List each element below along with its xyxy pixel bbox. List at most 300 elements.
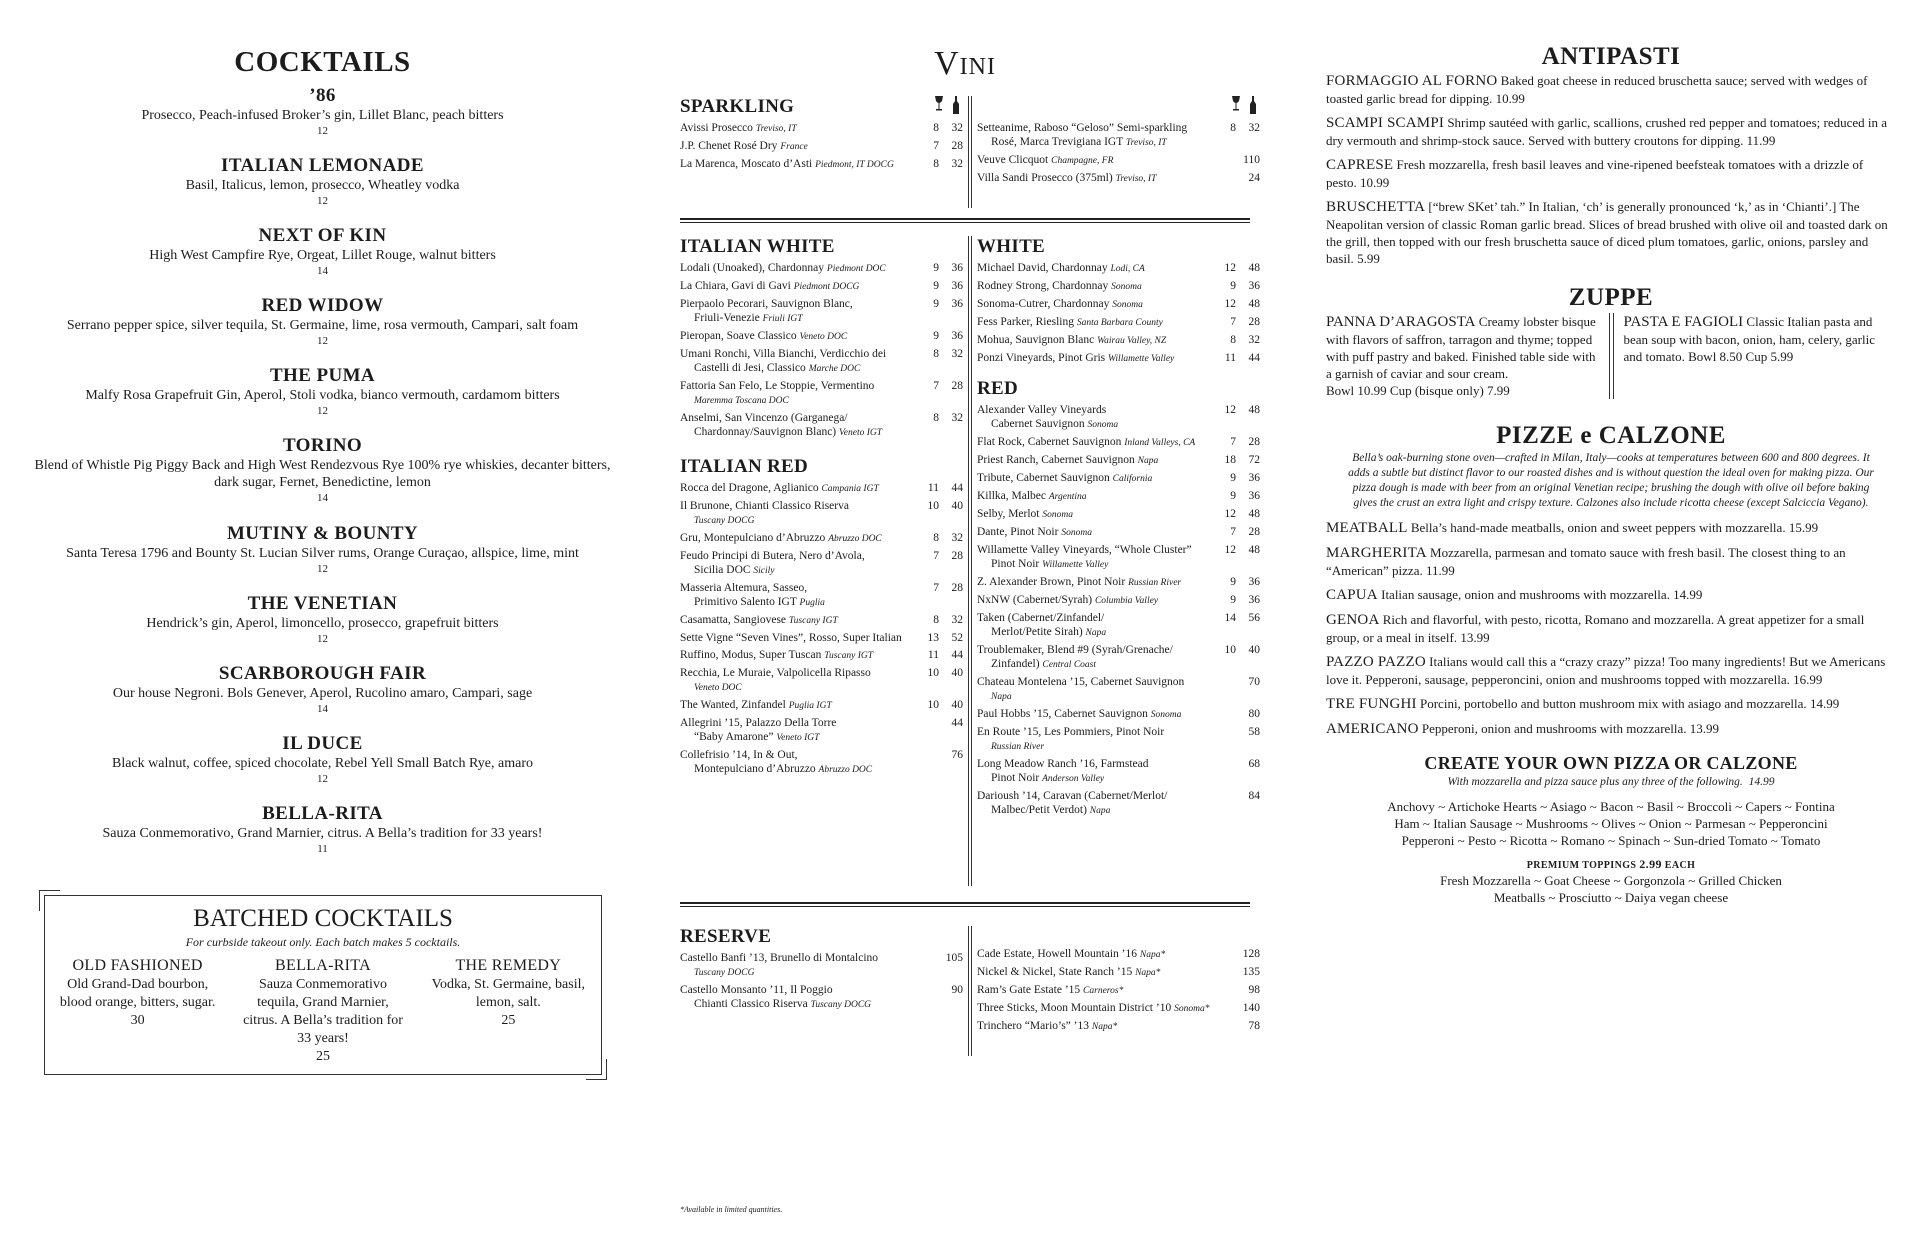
wine-name: En Route ’15, Les Pommiers, Pinot Noir [977, 726, 1165, 738]
zuppe-item-aragosta [1326, 313, 1599, 399]
wine-name: Priest Ranch, Cabernet Sauvignon [977, 454, 1135, 466]
food-column [1326, 0, 1896, 906]
wine-glass-price: 10 [927, 699, 939, 711]
wine-line2 [680, 513, 915, 528]
wine-row [977, 315, 1260, 330]
wine-name: Troublemaker, Blend #9 (Syrah/Grenache/ [977, 644, 1173, 656]
wine-row [977, 757, 1260, 786]
wine-name: Sette Vigne “Seven Vines”, Rosso, Super Italian [680, 632, 902, 644]
wine-bottle-price: 28 [1248, 436, 1260, 448]
reserve-right [977, 926, 1260, 1034]
wine-region: Abruzzo DOC [818, 765, 873, 775]
wine-entry [680, 951, 919, 980]
wine-row [680, 716, 963, 745]
item-price: Bowl 8.50 Cup 5.99 [1688, 349, 1794, 364]
wine-glass-price [1216, 947, 1236, 962]
wine-row [977, 575, 1260, 590]
cocktail-name: THE PUMA [269, 365, 376, 386]
wine-bottle-price: 128 [1242, 948, 1260, 960]
wine-entry [977, 171, 1216, 186]
wine-region: Puglia IGT [788, 701, 832, 711]
wine-region: Columbia Valley [1094, 596, 1159, 606]
cocktail-desc: Hendrick’s gin, Aperol, limoncello, prosecco, grapefruit bitters [146, 616, 499, 631]
wine-bottle-price: 36 [1248, 280, 1260, 292]
wine-entry [680, 581, 919, 610]
wine-line2 [977, 625, 1212, 640]
wine-entry [680, 261, 919, 276]
wine-bottle-price: 28 [951, 582, 963, 594]
wine-region: Napa [991, 692, 1012, 702]
wine-name: Flat Rock, Cabernet Sauvignon [977, 436, 1122, 448]
wine-row [680, 748, 963, 777]
cocktail-desc: Prosecco, Peach-infused Broker’s gin, Lillet Blanc, peach bitters [141, 108, 504, 123]
item-desc: Pepperoni, onion and mushrooms with mozzarella. [1421, 721, 1687, 736]
batched-item [45, 956, 230, 1066]
wine-glass-price [919, 983, 939, 1012]
wine-line2 [977, 557, 1212, 572]
wine-row [977, 543, 1260, 572]
pizze-title: PIZZE e CALZONE [1496, 422, 1726, 449]
wine-name-cont: Castelli di Jesi, Classico [694, 362, 806, 374]
wine-row [680, 121, 963, 136]
wine-glass-price: 12 [1224, 508, 1236, 520]
cocktail-price: 12 [317, 633, 328, 645]
wine-region: Willamette Valley [1042, 560, 1109, 570]
wine-name: Chateau Montelena ’15, Cabernet Sauvignon [977, 676, 1185, 688]
cocktail-price: 14 [317, 492, 328, 504]
wine-region: Russian River [1128, 578, 1182, 588]
wine-glass-price: 9 [1230, 490, 1236, 502]
batched-cocktails-box [44, 895, 602, 1075]
item-desc: [“brew SKet’ tah.” In Italian, ‘ch’ is generally pronounced ‘k,’ as in ‘Chianti’.] The Neapolitan version of classic Roman garlic bread. Slices of bread brushed with olive oil and toasted dark on the grill, then topped with our fresh bruschetta sauce of diced plum tomatoes, garlic, onions, parsley and basil. [1326, 199, 1888, 266]
wine-glass-price [1216, 707, 1236, 722]
wine-region: Puglia [799, 598, 825, 608]
wine-glass-price: 10 [927, 500, 939, 512]
zuppe-divider [1609, 313, 1614, 399]
wine-region: Treviso, IT [755, 124, 797, 134]
wine-row [680, 481, 963, 496]
item-name: TRE FUNGHI [1326, 696, 1417, 712]
wine-entry [977, 333, 1216, 348]
wine-bottle-price: 40 [1248, 644, 1260, 656]
wine-glass-price [1216, 757, 1236, 786]
wine-row [680, 279, 963, 294]
wine-bottle-price: 70 [1248, 676, 1260, 688]
menu-item [1326, 695, 1896, 713]
wine-bottle-price: 48 [1248, 404, 1260, 416]
cocktail-item [30, 803, 615, 873]
wine-line2 [680, 311, 915, 326]
wine-glass-price [1216, 965, 1236, 980]
wine-name-cont: Sicilia DOC [694, 564, 751, 576]
antipasti-list [1326, 72, 1896, 267]
wine-entry [977, 575, 1216, 590]
wine-name: Villa Sandi Prosecco (375ml) [977, 172, 1113, 184]
cocktail-name: ’86 [309, 85, 336, 106]
italian-wines [680, 236, 963, 777]
wine-entry [680, 716, 919, 745]
wine-line2 [977, 739, 1212, 754]
cocktail-item [30, 435, 615, 523]
wine-entry [977, 789, 1216, 818]
cocktail-item [30, 523, 615, 593]
zuppe-item-fagioli [1624, 313, 1897, 399]
cocktail-price: 12 [317, 195, 328, 207]
wine-entry [977, 611, 1216, 640]
cocktail-price: 12 [317, 125, 328, 137]
wine-region: Tuscany DOCG [694, 968, 755, 978]
wine-glass-price: 10 [927, 667, 939, 679]
wine-region: Russian River [991, 742, 1045, 752]
wine-bottle-price: 48 [1248, 298, 1260, 310]
menu-item [1326, 519, 1896, 537]
batched-name: BELLA-RITA [275, 957, 371, 974]
sparkling-right-header [977, 96, 1260, 118]
item-name: BRUSCHETTA [1326, 199, 1426, 215]
wine-region: Lodi, CA [1110, 264, 1145, 274]
wine-row [680, 347, 963, 376]
wine-row [977, 675, 1260, 704]
premium-price: 2.99 [1639, 857, 1662, 871]
wine-row [680, 261, 963, 276]
batched-price: 30 [130, 1013, 145, 1028]
wine-entry [977, 543, 1216, 572]
wine-row [680, 581, 963, 610]
wine-bottle-price: 36 [951, 298, 963, 310]
cocktail-item [30, 225, 615, 295]
cocktail-name: THE VENETIAN [247, 593, 398, 614]
vini-title: Vini [934, 45, 996, 82]
cocktail-name: RED WIDOW [261, 295, 384, 316]
wine-entry [680, 121, 919, 136]
wine-row [977, 983, 1260, 998]
cocktail-desc: Our house Negroni. Bols Genever, Aperol, Rucolino amaro, Campari, sage [112, 686, 533, 701]
wine-name: Willamette Valley Vineyards, “Whole Cluster” [977, 544, 1192, 556]
wine-glass-price: 9 [933, 298, 939, 310]
vini-column [680, 0, 1260, 1214]
item-desc: Fresh mozzarella, fresh basil leaves and vine-ripened beefsteak tomatoes with a drizzle of pesto. [1326, 157, 1864, 190]
cocktail-name: IL DUCE [282, 733, 363, 754]
cocktail-desc: Basil, Italicus, lemon, prosecco, Wheatley vodka [185, 178, 460, 193]
item-price: 14.99 [1673, 587, 1703, 602]
wine-line2 [680, 680, 915, 695]
wine-name-cont: Cabernet Sauvignon [991, 418, 1085, 430]
item-price: 10.99 [1359, 175, 1390, 190]
wine-name: Selby, Merlot [977, 508, 1040, 520]
wine-entry [977, 947, 1216, 962]
reserve-left-list [680, 951, 963, 1012]
item-price: 10.99 [1495, 91, 1525, 106]
item-name: PASTA E FAGIOLI [1623, 314, 1744, 330]
wine-bottle-price: 40 [951, 667, 963, 679]
wine-region: Maremma Toscana DOC [694, 396, 789, 406]
wine-name: La Chiara, Gavi di Gavi [680, 280, 791, 292]
wine-bottle-price: 44 [1248, 352, 1260, 364]
wine-line2 [977, 803, 1212, 818]
wine-region: Sonoma* [1174, 1004, 1210, 1014]
wine-name-cont: Zinfandel) [991, 658, 1040, 670]
wine-name: The Wanted, Zinfandel [680, 699, 786, 711]
menu-item [1326, 611, 1896, 646]
cocktail-price: 12 [317, 335, 328, 347]
wine-name-cont: Malbec/Petit Verdot) [991, 804, 1087, 816]
wine-bottle-price: 56 [1248, 612, 1260, 624]
wine-glass-price [1216, 171, 1236, 186]
wine-row [977, 453, 1260, 468]
wine-entry [680, 157, 919, 172]
wine-row [977, 1001, 1260, 1016]
item-desc: Shrimp sautéed with garlic, scallions, crushed red pepper and tomatoes; reduced in a dry vermouth and shrimp-stock sauce. Served with buttery croutons for dipping. [1326, 115, 1888, 148]
wine-entry [977, 593, 1216, 608]
wine-name: Trinchero “Mario’s” ’13 [977, 1020, 1089, 1032]
item-name: PAZZO PAZZO [1326, 654, 1426, 670]
wine-bottle-price: 36 [1248, 472, 1260, 484]
item-name: FORMAGGIO AL FORNO [1326, 73, 1498, 89]
wine-glass-price [919, 951, 939, 980]
wine-name: Veuve Clicquot [977, 154, 1049, 166]
wine-glass-price: 7 [933, 550, 939, 562]
wine-name-cont: Rosé, Marca Trevigiana IGT [991, 136, 1124, 148]
wine-region: Champagne, FR [1051, 156, 1114, 166]
wine-name-cont: Merlot/Petite Sirah) [991, 626, 1083, 638]
wine-name: Allegrini ’15, Palazzo Della Torre [680, 717, 837, 729]
cyo-subtitle-text: With mozzarella and pizza sauce plus any three of the following. [1447, 776, 1743, 788]
cocktail-price: 12 [317, 773, 328, 785]
cocktail-item [30, 733, 615, 803]
wine-row [680, 983, 963, 1012]
wine-glass-price: 12 [1224, 404, 1236, 416]
wine-entry [977, 983, 1216, 998]
wine-row [977, 471, 1260, 486]
wine-name: Darioush ’14, Caravan (Cabernet/Merlot/ [977, 790, 1168, 802]
wine-entry [977, 965, 1216, 980]
wine-glass-price: 8 [1230, 334, 1236, 346]
wine-bottle-price: 36 [1248, 594, 1260, 606]
wine-region: Wairau Valley, NZ [1097, 336, 1167, 346]
wine-region: Sonoma [1111, 282, 1142, 292]
sparkling-left [680, 96, 963, 172]
wine-bottle-price: 44 [951, 482, 963, 494]
wine-entry [680, 411, 919, 440]
wine-entry [977, 435, 1216, 450]
wine-name: Recchia, Le Muraie, Valpolicella Ripasso [680, 667, 871, 679]
wine-glass-price: 12 [1224, 298, 1236, 310]
wine-glass-price: 8 [933, 158, 939, 170]
wine-bottle-price: 28 [1248, 526, 1260, 538]
item-price: Bowl 10.99 Cup (bisque only) 7.99 [1326, 383, 1510, 398]
wine-region: Willamette Valley [1108, 354, 1175, 364]
section-rule [680, 902, 1250, 907]
price-icons [1232, 96, 1260, 118]
wine-row [680, 157, 963, 172]
wine-name-cont: Chianti Classico Riserva [694, 998, 808, 1010]
wine-bottle-price: 32 [951, 614, 963, 626]
wine-row [977, 643, 1260, 672]
wine-name: Mohua, Sauvignon Blanc [977, 334, 1095, 346]
wine-bottle-price: 140 [1242, 1002, 1260, 1014]
item-name: MEATBALL [1326, 520, 1408, 536]
wine-name-cont: Friuli-Venezie [694, 312, 760, 324]
wine-region: Veneto IGT [776, 733, 820, 743]
batched-name: OLD FASHIONED [72, 957, 203, 974]
wine-bottle-price: 44 [951, 717, 963, 729]
red-list [977, 403, 1260, 818]
zuppe-text [1624, 313, 1897, 365]
wine-name: Michael David, Chardonnay [977, 262, 1108, 274]
wine-entry [977, 489, 1216, 504]
wine-row [680, 499, 963, 528]
wine-name: Gru, Montepulciano d’Abruzzo [680, 532, 826, 544]
wine-row [680, 411, 963, 440]
wine-name: Collefrisio ’14, In & Out, [680, 749, 798, 761]
wine-row [680, 139, 963, 154]
wine-bottle-price: 40 [951, 500, 963, 512]
wine-bottle-price: 110 [1243, 154, 1260, 166]
cyo-price: 14.99 [1748, 776, 1775, 788]
cocktail-name: ITALIAN LEMONADE [221, 155, 424, 176]
white-list [977, 261, 1260, 366]
wine-glass-price [919, 748, 939, 777]
wine-entry [680, 481, 919, 496]
wine-line2 [977, 135, 1212, 150]
wine-name: Ruffino, Modus, Super Tuscan [680, 649, 822, 661]
cyo-subtitle [1326, 774, 1896, 790]
wine-name: Paul Hobbs ’15, Cabernet Sauvignon [977, 708, 1148, 720]
wine-entry [977, 279, 1216, 294]
wine-entry [977, 525, 1216, 540]
wine-glass-price: 7 [933, 140, 939, 152]
wine-bottle-price: 32 [951, 412, 963, 424]
wine-region: Friuli IGT [762, 314, 803, 324]
premium-heading [1326, 857, 1896, 872]
item-desc: Italian sausage, onion and mushrooms with mozzarella. [1381, 587, 1670, 602]
menu-item [1326, 720, 1896, 738]
wine-name: Il Brunone, Chianti Classico Riserva [680, 500, 849, 512]
wine-bottle-price: 78 [1248, 1020, 1260, 1032]
wine-bottle-price: 36 [951, 280, 963, 292]
column-divider [968, 236, 972, 886]
cocktail-desc: High West Campfire Rye, Orgeat, Lillet Rouge, walnut bitters [149, 248, 496, 263]
wine-row [680, 951, 963, 980]
wine-glass-price: 7 [1230, 526, 1236, 538]
wine-name: Pieropan, Soave Classico [680, 330, 797, 342]
wine-entry [680, 648, 919, 663]
pizze-list [1326, 519, 1896, 738]
wine-entry [680, 748, 919, 777]
wine-row [680, 698, 963, 713]
wine-line2 [680, 361, 915, 376]
wine-name: Ram’s Gate Estate ’15 [977, 984, 1081, 996]
wine-name: Feudo Principi di Butera, Nero d’Avola, [680, 550, 865, 562]
wine-row [680, 379, 963, 408]
wine-name: La Marenca, Moscato d’Asti [680, 158, 813, 170]
item-desc: Creamy lobster bisque with flavors of saffron, tarragon and thyme; topped with puff pastry and baked. Finished table side with a garnish of caviar and sour cream. [1326, 314, 1596, 381]
wine-row [977, 403, 1260, 432]
zuppe-text [1326, 313, 1599, 382]
italian-white-list [680, 261, 963, 440]
wine-region: Tuscany DOCG [810, 1000, 872, 1010]
reserve-left [680, 926, 963, 1012]
wine-name-cont: Chardonnay/Sauvignon Blanc) [694, 426, 837, 438]
wine-bottle-price: 80 [1248, 708, 1260, 720]
zuppe-title: ZUPPE [1568, 284, 1654, 311]
wine-row [977, 789, 1260, 818]
cocktail-name: MUTINY & BOUNTY [226, 523, 419, 544]
wine-row [977, 725, 1260, 754]
wine-name: Avissi Prosecco [680, 122, 753, 134]
wine-name: Long Meadow Ranch ’16, Farmstead [977, 758, 1149, 770]
cocktail-desc: Sauza Conmemorativo, Grand Marnier, citrus. A Bella’s tradition for 33 years! [102, 826, 543, 841]
batched-desc: Vodka, St. Germaine, basil, lemon, salt. [431, 977, 585, 1010]
wine-bottle-price: 84 [1248, 790, 1260, 802]
wine-entry [977, 675, 1216, 704]
sparkling-title: SPARKLING [680, 96, 795, 117]
wine-name: NxNW (Cabernet/Syrah) [977, 594, 1093, 606]
zuppe-row [1326, 313, 1896, 399]
batched-price: 25 [501, 1013, 516, 1028]
wine-row [977, 333, 1260, 348]
cocktail-name: TORINO [282, 435, 363, 456]
premium-each: EACH [1664, 860, 1696, 871]
cocktail-price: 12 [317, 405, 328, 417]
wine-line2 [680, 393, 915, 408]
wine-glass-price: 9 [1230, 472, 1236, 484]
reserve-title: RESERVE [680, 926, 772, 947]
wine-entry [680, 499, 919, 528]
wine-glass-price: 7 [933, 582, 939, 594]
wine-bottle-price: 44 [951, 649, 963, 661]
menu-item [1326, 586, 1896, 604]
wine-bottle-price: 48 [1248, 544, 1260, 556]
wine-region: Treviso, IT [1115, 174, 1157, 184]
item-price: 11.99 [1746, 133, 1776, 148]
wine-name-cont: Pinot Noir [991, 558, 1040, 570]
batched-name: THE REMEDY [455, 957, 562, 974]
wine-name: Sonoma-Cutrer, Chardonnay [977, 298, 1110, 310]
batched-items [45, 956, 601, 1066]
wine-glass-price: 8 [933, 532, 939, 544]
wine-bottle-price: 24 [1248, 172, 1260, 184]
wine-line2 [680, 762, 915, 777]
wine-entry [680, 347, 919, 376]
wine-bottle-price: 36 [1248, 576, 1260, 588]
wine-glass-price: 12 [1224, 262, 1236, 274]
wine-region: Napa [1085, 628, 1107, 638]
wine-line2 [977, 771, 1212, 786]
wine-bottle-price: 105 [945, 952, 963, 964]
wine-row [977, 279, 1260, 294]
item-name: SCAMPI SCAMPI [1326, 115, 1445, 131]
wine-region: Piedmont DOCG [793, 282, 860, 292]
item-desc: Italians would call this a “crazy crazy” pizza! Too many ingredients! But we Americans love it. Pepperoni, sausage, pepperoncini, onion and mushrooms topped with mozzarella. [1326, 654, 1886, 687]
wine-region: Tuscany IGT [824, 651, 874, 661]
wine-row [977, 121, 1260, 150]
wine-entry [680, 613, 919, 628]
wine-entry [680, 698, 919, 713]
cocktail-desc: Black walnut, coffee, spiced chocolate, Rebel Yell Small Batch Rye, amaro [111, 756, 533, 771]
wine-bottle-price: 28 [951, 140, 963, 152]
item-name: CAPRESE [1326, 157, 1394, 173]
item-desc: Rich and flavorful, with pesto, ricotta, Romano and mozzarella. A great appetizer for a small group, or a meal in itself. [1326, 612, 1865, 645]
cocktail-name: SCARBOROUGH FAIR [218, 663, 427, 684]
wine-region: Napa* [1091, 1022, 1118, 1032]
wine-glass-price: 14 [1224, 612, 1236, 624]
wine-glass-price [1216, 725, 1236, 754]
wine-name-cont: Primitivo Salento IGT [694, 596, 797, 608]
wine-row [680, 666, 963, 695]
topping-line: Pepperoni ~ Pesto ~ Ricotta ~ Romano ~ Spinach ~ Sun-dried Tomato ~ Tomato [1401, 833, 1821, 848]
wine-glass-price [1216, 789, 1236, 818]
